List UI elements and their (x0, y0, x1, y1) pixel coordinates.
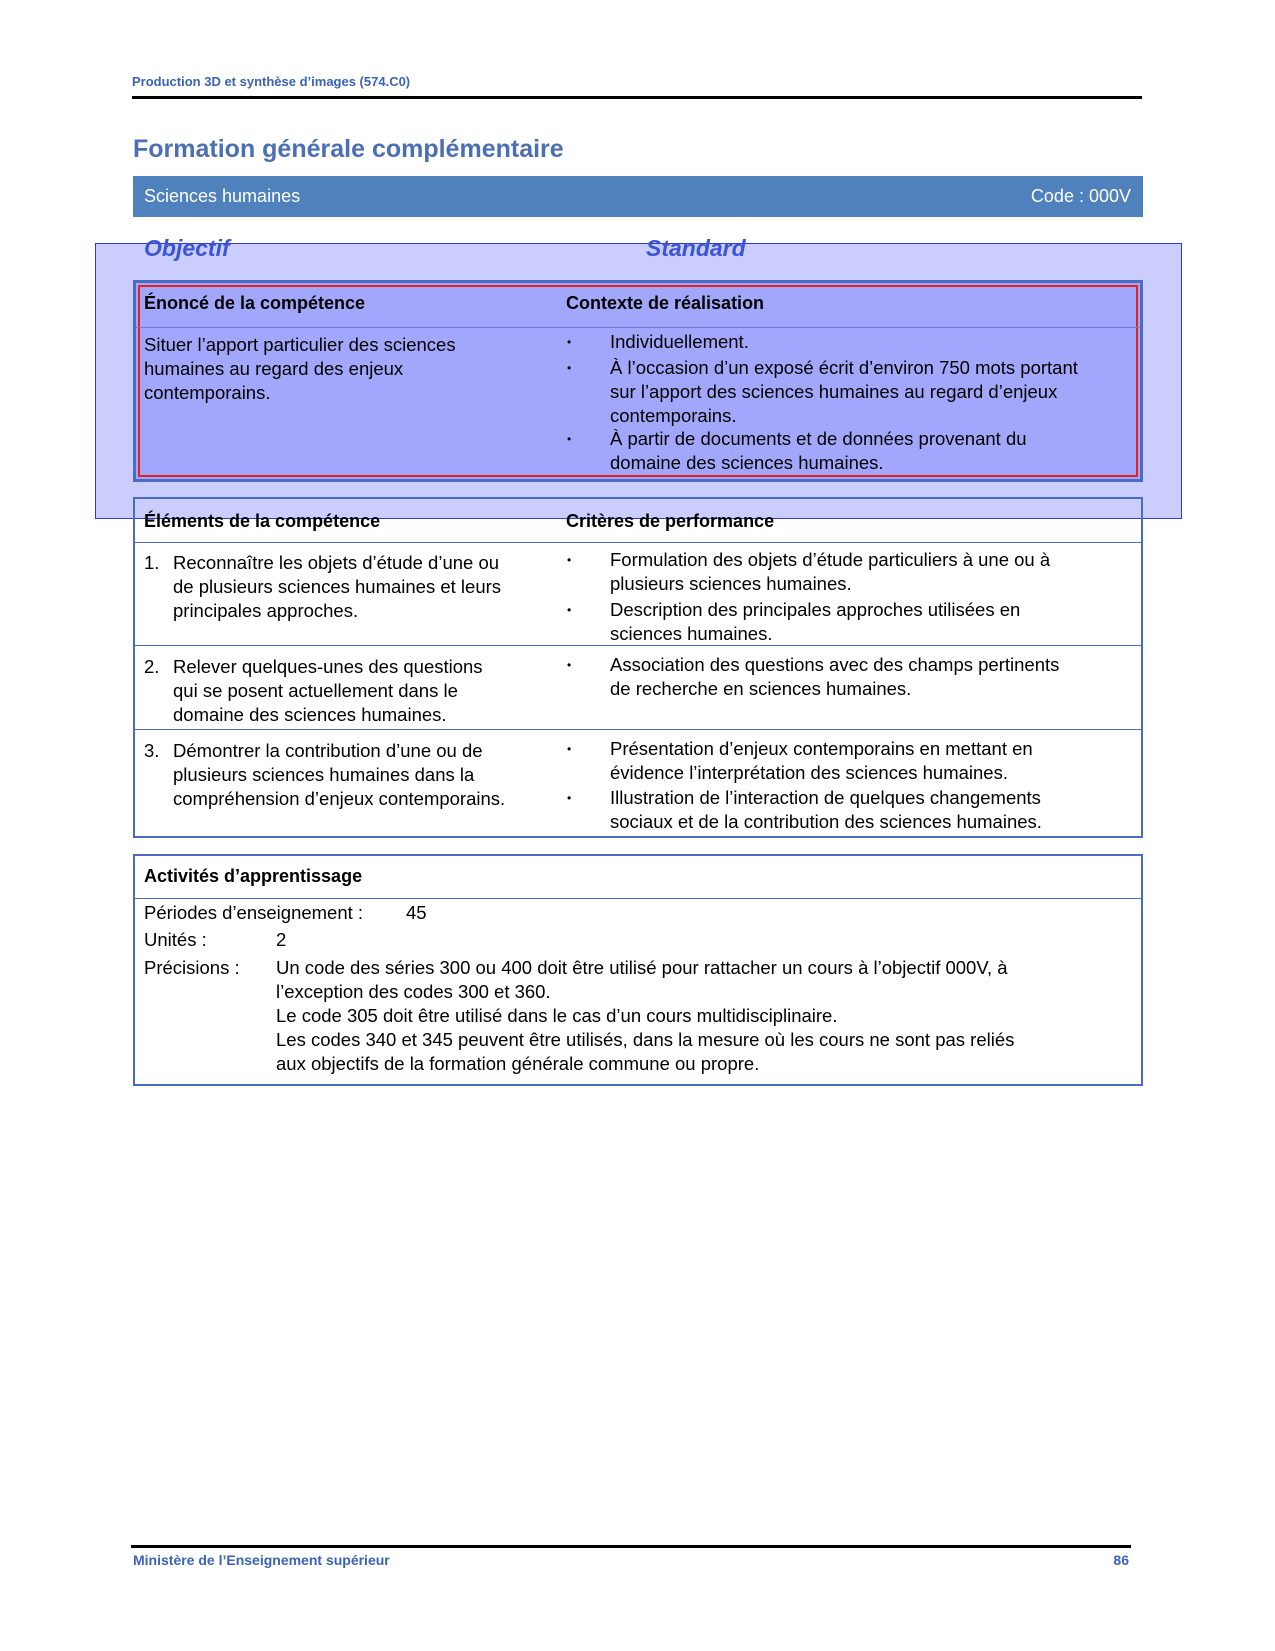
context-heading: Contexte de réalisation (566, 293, 765, 313)
bullet-icon: • (567, 658, 572, 672)
element-text: Démontrer la contribution d’une ou de plusieurs sciences humaines dans la compréhension d’enjeux contemporains. (173, 740, 506, 809)
periods-value: 45 (406, 902, 427, 923)
divider (136, 327, 1140, 328)
footer-ministry: Ministère de l’Enseignement supérieur (133, 1552, 390, 1568)
running-header (132, 73, 1142, 99)
statement-line: contemporains. (144, 382, 271, 403)
details-label: Précisions : (144, 957, 240, 978)
criterion-item: Association des questions avec des champs pertinents de recherche en sciences humaines. (610, 654, 1060, 699)
bullet-icon: • (567, 742, 572, 756)
units-value: 2 (276, 929, 287, 950)
element-number: 2. (144, 656, 160, 677)
divider (135, 729, 1141, 730)
subject-name: Sciences humaines (144, 186, 301, 206)
running-footer (131, 1545, 1131, 1568)
objective-column-heading: Objectif (144, 235, 230, 261)
page-number: 86 (1113, 1552, 1129, 1568)
subject-code: Code : 000V (1030, 186, 1131, 206)
standard-column-heading: Standard (646, 235, 746, 261)
activities-heading: Activités d’apprentissage (144, 866, 363, 886)
bullet-icon: • (567, 361, 572, 375)
running-header-title: Production 3D et synthèse d’images (574.C0) (132, 74, 411, 89)
divider (135, 542, 1141, 543)
statement-heading: Énoncé de la compétence (144, 293, 366, 313)
periods-label: Périodes d’enseignement : (144, 902, 364, 923)
bullet-icon: • (567, 432, 572, 446)
element-number: 3. (144, 740, 160, 761)
statement-line: Situer l’apport particulier des sciences (144, 334, 456, 355)
context-item: Individuellement. (610, 331, 749, 352)
element-text: Relever quelques-unes des questions qui se posent actuellement dans le domaine des sciences humaines. (173, 656, 483, 725)
element-text: Reconnaître les objets d’étude d’une ou de plusieurs sciences humaines et leurs principales approches. (173, 552, 502, 621)
bullet-icon: • (567, 335, 572, 349)
subject-bar (133, 176, 1143, 217)
details-text: Un code des séries 300 ou 400 doit être utilisé pour rattacher un cours à l’objectif 000V, à l’exception des codes 300 et 360. Le code 305 doit être utilisé dans le cas d’un cours multidisciplinaire. Les codes 340 et 345 peuvent être utilisés, dans la mesure où les cours ne sont pas reliés aux objectifs de la formation générale commune ou propre. (276, 957, 1015, 1074)
context-item: À l’occasion d’un exposé écrit d’environ 750 mots portant sur l’apport des sciences humaines au regard d’enjeux contemporains. (610, 357, 1078, 426)
competence-statement (144, 333, 456, 405)
bullet-icon: • (567, 553, 572, 567)
context-item: À partir de documents et de données provenant du domaine des sciences humaines. (610, 428, 1027, 473)
criterion-item: Illustration de l’interaction de quelques changements sociaux et de la contribution des sciences humaines. (610, 787, 1042, 832)
statement-line: humaines au regard des enjeux (144, 358, 404, 379)
bullet-icon: • (567, 791, 572, 805)
bullet-icon: • (567, 603, 572, 617)
page-title: Formation générale complémentaire (133, 135, 564, 163)
criterion-item: Description des principales approches utilisées en sciences humaines. (610, 599, 1021, 644)
units-label: Unités : (144, 929, 207, 950)
elements-heading: Éléments de la compétence (144, 511, 381, 531)
criteria-heading: Critères de performance (566, 511, 775, 531)
element-number: 1. (144, 552, 160, 573)
divider (135, 898, 1141, 899)
criterion-item: Formulation des objets d’étude particuliers à une ou à plusieurs sciences humaines. (610, 549, 1051, 594)
criterion-item: Présentation d’enjeux contemporains en mettant en évidence l’interprétation des sciences humaines. (610, 738, 1033, 783)
